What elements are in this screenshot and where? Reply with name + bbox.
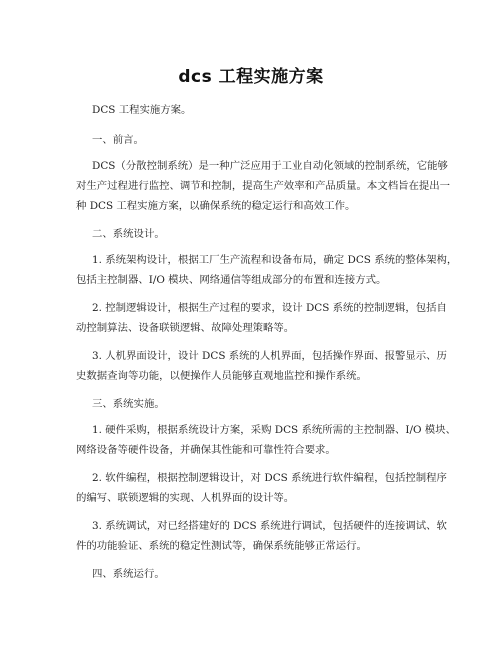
paragraph-line: 1. 系统架构设计，根据工厂生产流程和设备布局，确定 DCS 系统的整体架构，	[92, 254, 458, 266]
paragraph-line: 对生产过程进行监控、调节和控制，提高生产效率和产品质量。本文档旨在提出一	[76, 180, 451, 192]
paragraph-line: 种 DCS 工程实施方案，以确保系统的稳定运行和高效工作。	[76, 200, 356, 212]
paragraph-line: 包括主控制器、I/O 模块、网络通信等组成部分的布置和连接方式。	[76, 274, 387, 286]
paragraph-line: 动控制算法、设备联锁逻辑、故障处理策略等。	[76, 322, 295, 334]
paragraph-line: 的编写、联锁逻辑的实现、人机界面的设计等。	[76, 492, 295, 504]
paragraph-line: DCS（分散控制系统）是一种广泛应用于工业自动化领域的控制系统，它能够	[92, 160, 448, 172]
section-heading-4: 四、系统运行。	[92, 568, 165, 580]
paragraph-line: 3. 人机界面设计，设计 DCS 系统的人机界面，包括操作界面、报警显示、历	[92, 350, 447, 362]
paragraph-line: 2. 软件编程，根据控制逻辑设计，对 DCS 系统进行软件编程，包括控制程序	[92, 472, 447, 484]
document-title: dcs 工程实施方案	[178, 67, 324, 87]
paragraph-line: 件的功能验证、系统的稳定性测试等，确保系统能够正常运行。	[76, 540, 367, 552]
paragraph-line: 史数据查询等功能，以便操作人员能够直观地监控和操作系统。	[76, 370, 367, 382]
section-heading-3: 三、系统实施。	[92, 398, 165, 410]
paragraph-line: 3. 系统调试，对已经搭建好的 DCS 系统进行调试，包括硬件的连接调试、软	[92, 520, 447, 532]
paragraph-line: 2. 控制逻辑设计，根据生产过程的要求，设计 DCS 系统的控制逻辑，包括自	[92, 302, 447, 314]
intro-line: DCS 工程实施方案。	[92, 104, 192, 116]
paragraph-line: 网络设备等硬件设备，并确保其性能和可靠性符合要求。	[76, 444, 336, 456]
paragraph-line: 1. 硬件采购，根据系统设计方案，采购 DCS 系统所需的主控制器、I/O 模块、	[92, 424, 456, 436]
section-heading-1: 一、前言。	[92, 134, 144, 146]
section-heading-2: 二、系统设计。	[92, 228, 165, 240]
